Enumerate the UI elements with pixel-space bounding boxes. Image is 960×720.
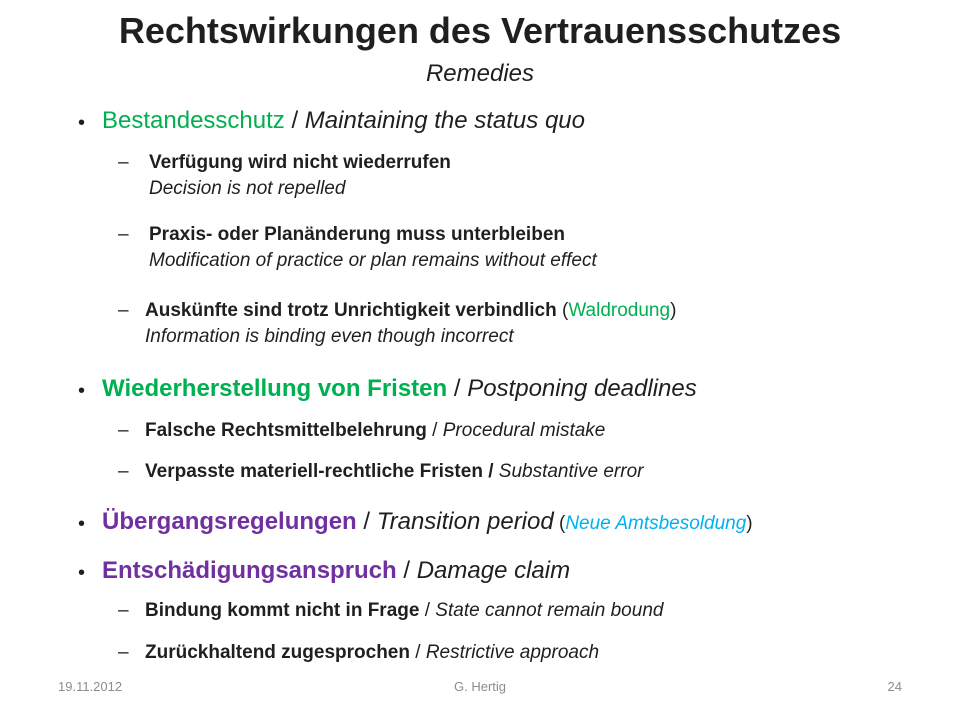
sub-en-inline: Procedural mistake: [442, 420, 606, 441]
bullet-text: [102, 556, 570, 586]
sub-dash: –: [118, 600, 129, 621]
sub-en-inline: State cannot remain bound: [435, 600, 664, 621]
bullet-heading-en: Postponing deadlines: [467, 375, 697, 402]
bullet-heading-en: Maintaining the status quo: [304, 107, 585, 134]
sub-de: Verpasste materiell-rechtliche Fristen /: [145, 461, 494, 482]
sub-dash: –: [118, 642, 129, 663]
sub-en-inline: Restrictive approach: [425, 642, 600, 663]
sub-de: Zurückhaltend zugesprochen: [145, 642, 410, 663]
bullet-dot: •: [78, 380, 86, 402]
bullet-text: [102, 106, 585, 136]
example-amtsbesoldung: Neue Amtsbesoldung: [565, 513, 747, 534]
bullet-heading-de: Übergangsregelungen: [102, 508, 357, 535]
bullet-separator: /: [447, 375, 468, 402]
footer-page-number: 24: [887, 679, 902, 694]
sub-de: Auskünfte sind trotz Unrichtigkeit verbindlich: [145, 300, 557, 321]
bullet-heading-de: Bestandesschutz: [102, 107, 285, 134]
bullet-separator: /: [284, 107, 305, 134]
sub-en: Modification of practice or plan remains without effect: [149, 250, 597, 271]
example-waldrodung: Waldrodung: [568, 300, 671, 321]
sub-dash: –: [118, 224, 129, 245]
sub-de: Falsche Rechtsmittelbelehrung: [145, 420, 427, 441]
paren-close: ): [670, 300, 677, 321]
bullet-separator: /: [356, 508, 377, 535]
sub-separator: /: [426, 420, 443, 441]
bullet-heading-de: Entschädigungsanspruch: [102, 557, 397, 584]
bullet-dot: •: [78, 112, 86, 134]
sub-text: [145, 598, 663, 624]
bullet-heading-de: Wiederherstellung von Fristen: [102, 375, 448, 402]
sub-en: Decision is not repelled: [149, 178, 346, 199]
sub-de: Praxis- oder Planänderung muss unterbleiben: [149, 224, 565, 245]
sub-text: [149, 222, 597, 274]
bullet-text: [102, 507, 753, 539]
slide-title: Rechtswirkungen des Vertrauensschutzes: [118, 10, 842, 51]
slide-subtitle: Remedies: [425, 60, 535, 87]
bullet-separator: /: [396, 557, 417, 584]
paren-open: (: [553, 513, 566, 534]
sub-dash: –: [118, 461, 129, 482]
sub-en-inline: Substantive error: [498, 461, 644, 482]
sub-separator: /: [409, 642, 426, 663]
sub-en: Information is binding even though incorrect: [145, 326, 514, 347]
sub-separator: /: [419, 600, 436, 621]
bullet-dot: •: [78, 513, 86, 535]
bullet-dot: •: [78, 562, 86, 584]
sub-text: [145, 640, 599, 666]
sub-dash: –: [118, 420, 129, 441]
sub-text: [145, 298, 676, 350]
footer-date: 19.11.2012: [58, 679, 123, 694]
sub-de: Bindung kommt nicht in Frage: [145, 600, 420, 621]
sub-text: [145, 459, 643, 485]
bullet-heading-en: Damage claim: [416, 557, 571, 584]
sub-dash: –: [118, 152, 129, 173]
bullet-text: [102, 374, 697, 404]
sub-text: [145, 418, 605, 444]
bullet-heading-en: Transition period: [376, 508, 554, 535]
sub-text: [149, 150, 451, 202]
paren-open: (: [556, 300, 569, 321]
paren-close: ): [746, 513, 753, 534]
sub-de: Verfügung wird nicht wiederrufen: [149, 152, 451, 173]
footer-author: G. Hertig: [453, 679, 506, 694]
sub-dash: –: [118, 300, 129, 321]
